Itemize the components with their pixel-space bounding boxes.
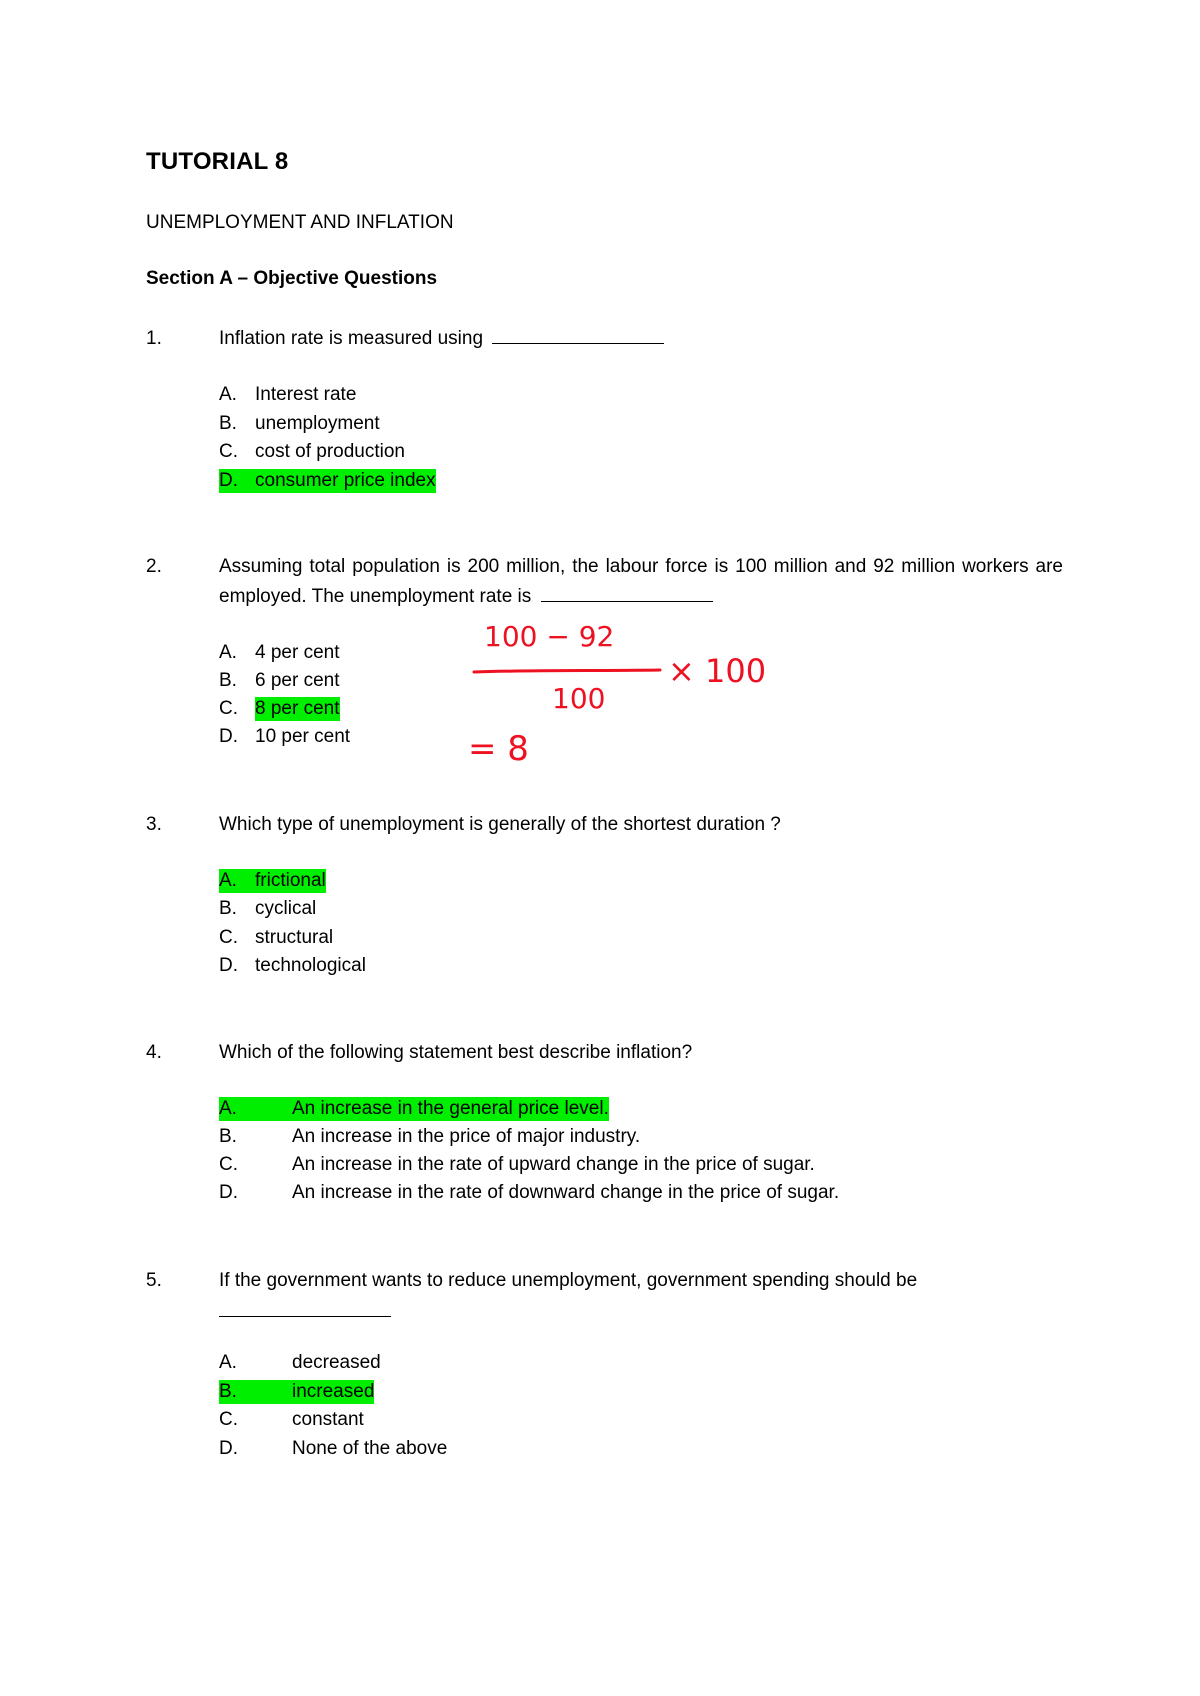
question-4-option-d	[219, 1181, 839, 1205]
question-5-option-b	[219, 1380, 374, 1404]
question-5-number: 5.	[146, 1270, 162, 1291]
question-3-option-a	[219, 869, 326, 893]
option-text: An increase in the general price level.	[292, 1098, 609, 1119]
option-text: 6 per cent	[255, 670, 340, 691]
question-1-text	[219, 324, 664, 354]
handwritten-denominator: 100	[552, 682, 606, 715]
fraction-bar	[474, 670, 660, 672]
option-text: None of the above	[292, 1438, 448, 1459]
option-text: constant	[292, 1409, 364, 1430]
question-1-option-c	[219, 440, 405, 464]
question-2-text	[219, 552, 1063, 612]
question-5-option-c	[219, 1408, 364, 1432]
question-4-option-b	[219, 1125, 640, 1149]
option-text: cyclical	[255, 898, 317, 919]
option-letter: A.	[219, 384, 237, 405]
option-text: An increase in the rate of downward change in the price of sugar.	[292, 1182, 840, 1203]
question-1-number: 1.	[146, 328, 162, 349]
handwritten-multiplier: × 100	[668, 652, 767, 690]
answer-blank	[541, 583, 713, 602]
question-3-number: 3.	[146, 814, 162, 835]
option-text: consumer price index	[255, 470, 436, 491]
question-4-option-a	[219, 1097, 609, 1121]
option-text: Interest rate	[255, 384, 357, 405]
question-4-text: Which of the following statement best describe inflation?	[219, 1042, 693, 1063]
option-letter: D.	[219, 726, 238, 747]
answer-blank	[219, 1298, 391, 1317]
option-letter: C.	[219, 1154, 238, 1175]
question-3-text: Which type of unemployment is generally of the shortest duration ?	[219, 814, 781, 835]
option-letter: A.	[219, 1352, 237, 1373]
question-2-option-a	[219, 641, 340, 665]
option-text: technological	[255, 955, 366, 976]
question-1-option-a	[219, 383, 356, 407]
option-text: frictional	[255, 870, 326, 891]
option-text: structural	[255, 927, 334, 948]
option-letter: A.	[219, 642, 237, 663]
question-1-option-b	[219, 412, 380, 436]
page-subtitle: UNEMPLOYMENT AND INFLATION	[146, 212, 454, 233]
option-letter: B.	[219, 670, 237, 691]
option-letter: D.	[219, 470, 238, 491]
option-letter: D.	[219, 1182, 238, 1203]
option-text: An increase in the price of major industry.	[292, 1126, 641, 1147]
option-text: 10 per cent	[255, 726, 351, 747]
question-5-option-d	[219, 1437, 447, 1461]
handwritten-result: = 8	[468, 729, 529, 769]
option-letter: C.	[219, 927, 238, 948]
option-letter: C.	[219, 698, 238, 719]
question-2-number: 2.	[146, 556, 162, 577]
option-letter: A.	[219, 1098, 237, 1119]
handwritten-numerator: 100 − 92	[484, 620, 615, 653]
option-letter: A.	[219, 870, 237, 891]
question-3-option-c	[219, 926, 333, 950]
option-text: unemployment	[255, 413, 380, 434]
option-text: 4 per cent	[255, 642, 340, 663]
option-letter: D.	[219, 955, 238, 976]
question-1-option-d	[219, 469, 436, 493]
page-title: TUTORIAL 8	[146, 148, 289, 175]
option-letter: B.	[219, 1126, 237, 1147]
question-3-option-b	[219, 897, 316, 921]
question-5-text: If the government wants to reduce unemployment, government spending should be	[219, 1270, 918, 1291]
option-letter: B.	[219, 898, 237, 919]
question-2-option-d	[219, 725, 350, 749]
section-heading: Section A – Objective Questions	[146, 268, 438, 289]
option-text: decreased	[292, 1352, 381, 1373]
option-text: increased	[292, 1381, 375, 1402]
question-2-stem: Assuming total population is 200 million, the labour force is 100 million and 92 million workers are employed. The unemployment rate is	[219, 556, 1063, 607]
option-letter: B.	[219, 1381, 237, 1402]
option-text: cost of production	[255, 441, 405, 462]
handwritten-calculation	[460, 620, 800, 770]
question-2-option-c	[219, 697, 340, 721]
answer-blank	[492, 325, 664, 344]
question-2-option-b	[219, 669, 340, 693]
option-text: An increase in the rate of upward change in the price of sugar.	[292, 1154, 815, 1175]
question-1-stem: Inflation rate is measured using	[219, 328, 484, 349]
option-letter: C.	[219, 1409, 238, 1430]
question-3-option-d	[219, 954, 366, 978]
question-5-option-a	[219, 1351, 381, 1375]
option-text: 8 per cent	[255, 698, 340, 719]
option-letter: B.	[219, 413, 237, 434]
question-4-number: 4.	[146, 1042, 162, 1063]
option-letter: D.	[219, 1438, 238, 1459]
question-4-option-c	[219, 1153, 815, 1177]
option-letter: C.	[219, 441, 238, 462]
